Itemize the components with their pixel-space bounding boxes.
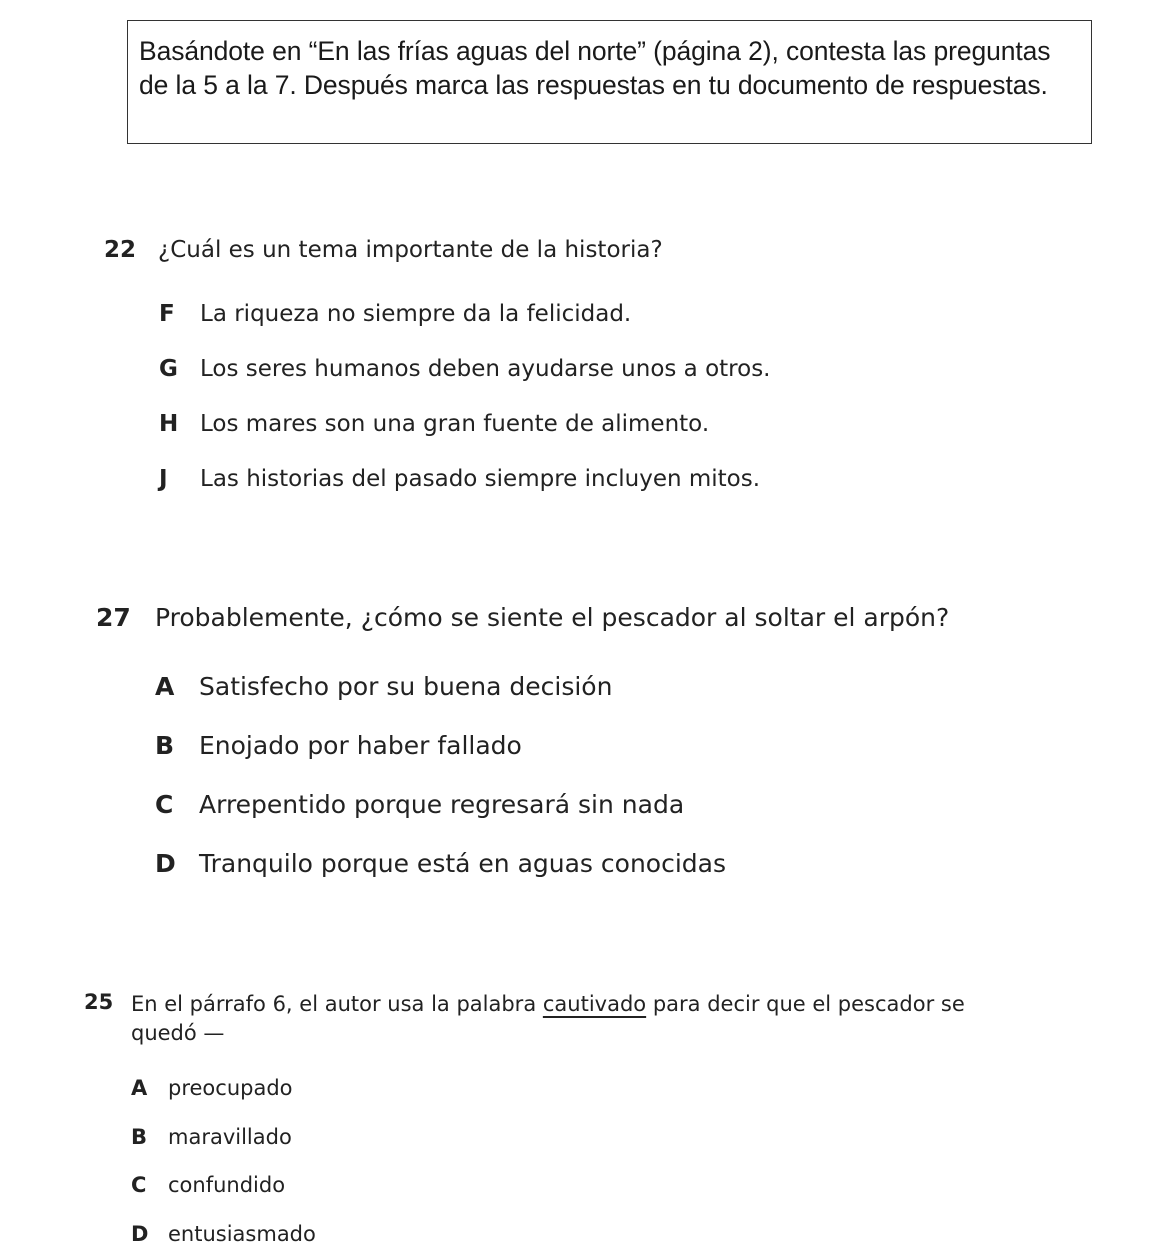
option-letter: C [155, 790, 174, 819]
option-letter: A [155, 672, 175, 701]
option-letter: J [159, 466, 168, 492]
question-number: 22 [104, 237, 137, 263]
option-text: Enojado por haber fallado [199, 731, 522, 760]
question-stem: ¿Cuál es un tema importante de la historia? [158, 237, 663, 263]
option-letter: C [131, 1173, 147, 1197]
option-letter: D [131, 1222, 149, 1246]
option-letter: A [131, 1076, 148, 1100]
option-letter: F [159, 301, 175, 327]
question-stem: Probablemente, ¿cómo se siente el pescador al soltar el arpón? [155, 603, 950, 632]
option-text: confundido [168, 1173, 286, 1197]
option-text: Los mares son una gran fuente de alimento. [200, 411, 710, 437]
question-stem [131, 990, 1011, 1048]
stem-text-after: para decir que el pescador se quedó — [131, 992, 965, 1045]
option-text: Tranquilo porque está en aguas conocidas [199, 849, 726, 878]
option-text: Las historias del pasado siempre incluyen mitos. [200, 466, 761, 492]
option-text: La riqueza no siempre da la felicidad. [200, 301, 632, 327]
option-text: Satisfecho por su buena decisión [199, 672, 613, 701]
option-text: Arrepentido porque regresará sin nada [199, 790, 685, 819]
question-number: 27 [96, 603, 131, 632]
stem-text-before: En el párrafo 6, el autor usa la palabra [131, 992, 543, 1016]
underlined-word: cautivado [542, 992, 647, 1016]
option-text: Los seres humanos deben ayudarse unos a otros. [200, 356, 771, 382]
option-letter: G [159, 356, 178, 382]
option-text: maravillado [168, 1125, 292, 1149]
option-letter: H [159, 411, 179, 437]
option-letter: D [155, 849, 176, 878]
instructions-text: Basándote en “En las frías aguas del norte” (página 2), contesta las preguntas de la 5 a la 7. Después marca las respuestas en tu documento de respuestas. [139, 36, 1051, 100]
option-letter: B [155, 731, 175, 760]
question-number: 25 [84, 990, 114, 1014]
option-text: entusiasmado [168, 1222, 316, 1246]
option-text: preocupado [168, 1076, 293, 1100]
option-letter: B [131, 1125, 148, 1149]
instructions-box [127, 20, 1092, 144]
